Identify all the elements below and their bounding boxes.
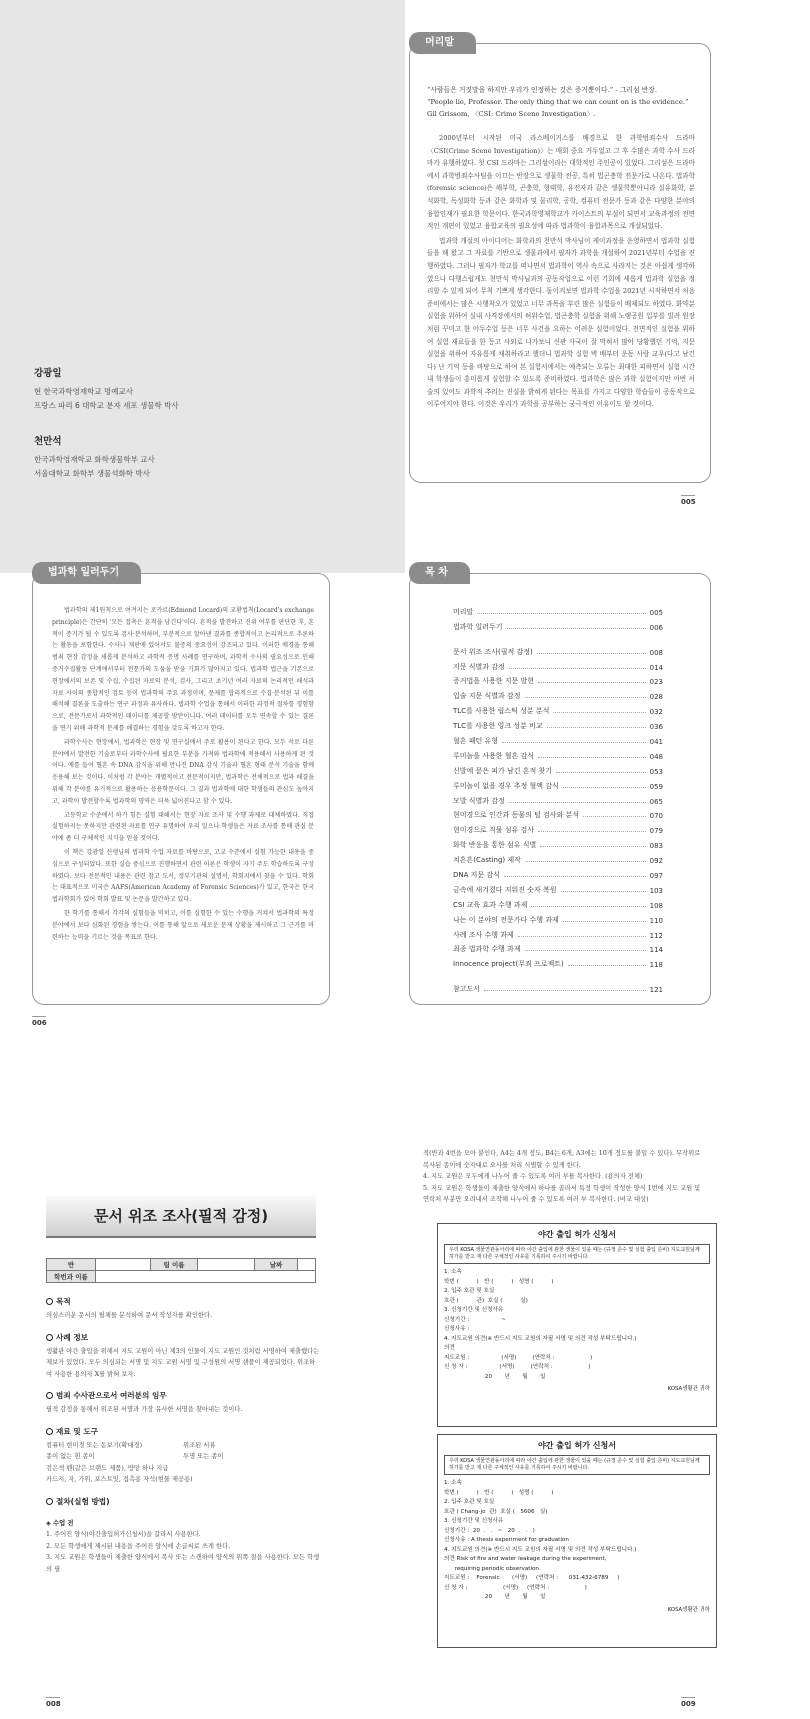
form-line: 1. 소속 [444,1480,462,1486]
quote-line: Gil Grissom, 〈CSI: Crime Scene Investigation〉. [427,110,596,118]
toc-entry-title: CSI 교육 효과 수행 과제 [453,900,528,909]
lab-cont-intro [423,1148,723,1206]
toc-spacer [453,969,663,979]
form-notice: 우리 KOSA 생물연관동아리에 따라 야간 출입에 관한 생물이 있을 때는 (규정 준수 및 실험 출입 준비) 지도교원님께 허가를 받고 재 다른 구체적인 사유를 기록하여 주시기 바랍니다. [444,1244,710,1264]
toc-entry[interactable] [453,895,663,910]
toc-entry-page: 083 [649,842,663,851]
toc-spacer [453,632,663,642]
form-line: 호관 ( Chang-jo 관) 호실 ( 5606 실) [444,1508,548,1515]
toc-entry-title: 금속에 새겨졌다 지워진 숫자 복원 [453,885,557,894]
lab-info-table [46,1258,316,1283]
toc-page [405,567,810,1146]
preface-page [405,0,810,573]
toc-entry-page: 005 [649,608,663,617]
toc-entry-title: TLC를 사용한 립스틱 성분 분석 [453,707,550,716]
form-line: 학번 ( ) 반 ( ) 성명 ( ) [444,1489,554,1496]
toc-leader [538,757,646,758]
intro-tab: 법과학 일러두기 [32,562,141,584]
toc-entry[interactable] [453,602,663,617]
toc-leader [583,816,646,817]
toc-leader [504,876,646,877]
toc-entry[interactable] [453,880,663,895]
author-credential: 서울대학교 화학부 생물석화학 박사 [34,469,150,478]
toc-leader [507,628,646,629]
toc-entry-page: 079 [649,827,663,836]
toc-leader [484,990,646,991]
form-line: 4. 지도교원 의견(※ 반드시 지도 교원의 자필 서명 및 의견 작성 부탁드립니다.) [444,1546,637,1553]
preface-paragraph: 법과학 개설의 아이디어는 화학과의 천만석 박사님이 케이과정을 운영하면서 법과학 실험들을 해 왔고 그 자료를 기반으로 생물과에서 필자가 과학을 개설하여 2021년부터 수업을 진행하였다. 그러나 필자가 학교를 떠나면서 법과학이 역사 속으로 사라지는 것은 아쉽게 생각하였으나 다행스럽게도 천만석 박사님과의 공동작업으로 이런 기회에 새롭게 법과학 실험을 정리할 수 있게 되어 무척 기쁘게 생각한다. 돌이켜보면 법과학 수업을 2021년 시작하면서 처음 준비에서는 많은 시행착오가 있었고 너무 과목을 부린 많은 실험들이 배제되도 하였다. 화약분 실험을 위하여 실내 사격장에서의 허위수업, 법곤충학 실험을 위해 노랭공원 입부를 빌려 원장처럼 꾸미고 한 어두수업 등은 너무 사건을 요하는 어려운 실험이었다. 전면적인 실험을 위하여 실험 재료들을 한 등고 사외로 나가보니 신관 사국이 잘 먹혀서 많아 당황했던 기억, 지문 실험을 위하여 자유롭게 채취하라고 했더니 법과학 실험 벽 배부터 운동 사람 교우(다고 남긴다) 난 기억 등을 바탕으로 하여 본 실험서에서는 예측되는 오류는 최대한 피하면서 실험 시간 내 학생들이 흥미롭게 실험할 수 있도록 준비하였다. 법과학은 많은 과학 실험이지만 이번 서술의 있어도 과학적 추리는 진실을 밝혀게 된다는 목표를 가지고 다양한 학습들이 공동적으로 이루어지야 한다. 이것은 우리가 과학을 공부하는 궁극적인 이유이도 할 것이다. [427,236,695,409]
author-1 [34,365,179,413]
toc-leader [563,921,646,922]
toc-leader [556,772,646,773]
toc-entry-page: 110 [649,916,663,925]
lab-body [46,1286,320,1575]
toc-entry-page: 103 [649,886,663,895]
toc-tab: 목 차 [409,562,470,584]
toc-entry-page: 118 [649,961,663,970]
preface-quote [427,84,695,120]
form-line: 신청사유 : A thesis experiment for graduation [444,1537,569,1543]
toc-entry[interactable] [453,835,663,850]
form-line: 학번 ( ) 반 ( ) 성명 ( ) [444,1278,554,1285]
preface-paragraph: 2000년부터 시작된 미국 라스베이거스를 배경으로 한 과학범죄수사 드라마 〈CSI(Crime Scene Investigation)〉는 매회 중요 거두었고 그 후 수많은 과학 수사 드라마가 유행하였다. 첫 CSI 드라마는 그리섬이라는 대학적인 주인공이 있었다. 그리섬은 드라마에서 과학범죄수사팀을 이끄는 반장으로 생물학 전공, 특히 법곤충학 전문가로 나온다. 법과학(forensic science)은 해부학, 곤충학, 형태학, 유전자과 같은 생물학뿐아니라 실유화학, 분석화학, 독성화학 등과 같은 화학과 및 물리학, 공학, 컴퓨터 전문가 등과 같은 다양한 분야의 융합인재가 필요한 학문이다. 한국과학영재학교가 카이스트의 부설이 되면서 교육과정의 전면적인 개편이 있었고 융합교육의 필요성에 따라 법과학이 융합과목으로 개설되었다. [427,134,695,231]
section-heading: 목적 [46,1296,320,1307]
material-item: 투명 또는 종이 [183,1453,224,1460]
step-item: 1. 주어진 양식(야간출입허가신청서)을 갈라서 사용한다. [46,1531,201,1538]
team-cell[interactable] [198,1259,255,1271]
toc-leader [509,802,646,803]
form-line: 신청기간 : 20 . . ~ 20 . . ) [444,1527,535,1534]
intro-paragraph: 이 책은 강광일 선생님의 법과학 수업 자료를 바탕으로, 고교 수준에서 실험 가능한 내용을 중심으로 구성되었다. 또한 실습 중심으로 진행하면서 관련 이론은 학생이 자기 주도 학습하도록 구성하였다. 보다 전문적인 내용은 관련 참고 도서, 정부기관의 설명서, 학회지에서 찾을 수 있다. 학회는 대표적으로 미국은 AAFS(American Academy of Forensic Sciences)가 있고, 한국은 한국법과학회가 있어 학회 발표 및 논문을 발간하고 있다. [52,848,314,904]
section-heading: 범죄 수사관으로서 여러분의 임무 [46,1390,320,1401]
toc-entry-title: 루미놀을 사용한 혈흔 감식 [453,751,535,760]
intro-paragraph: 고등학교 수준에서 하기 힘든 실험 대해서는 현장 자료 조사 및 수행 과제로 대체하였다. 직접 실험하지는 못하지만 관련된 자료를 연구 유명하여 우리 일으나 학생들은 자료 조사를 통해 관심 분야에 좀 더 구체적인 지식을 얻을 것이다. [52,811,314,843]
toc-leader [518,936,646,937]
toc-leader [563,787,646,788]
toc-entry-title: 법과학 일러두기 [453,622,503,631]
form-line: requiring periodic observation. [444,1565,541,1572]
magnifier-icon [46,1428,53,1435]
author-2 [34,433,155,481]
toc-entry[interactable] [453,642,663,657]
toc-entry[interactable] [453,940,663,955]
form-line: 신청사유 : [444,1326,470,1332]
toc-entry[interactable] [453,731,663,746]
intro-paragraph: 법과학의 제1원칙으로 여겨지는 로카르(Edmond Locard)의 교환법칙(Locard's exchange principle)은 간단히 '모든 접촉은 흔적을 남긴다'이다. 흔적을 발견하고 진위 여부를 판단한 후, 흔적이 증거가 될 수 있도록 검사·분석하며, 부분적으로 알아낸 결과를 종합적이고 논리적으로 추론하는 활동을 포함한다. 수사나 재판에 있어서도 물증의 중요성이 강조되고 있다. 이러한 배경을 통해 범죄 현장 감정을 새롭게 분석하고 과학적 증명 사례를 연구하며, 과학적 수사의 필요성으로 인해 증거수집활동 단계에서부터 전문가의 도움을 받을 기회가 많아지고 있다. 법과학 법근을 기본으로 현장에서의 보존 및 수집, 수집된 자료의 분석, 검사, 그리고 초기년 여러 자료의 논리적인 해석과 자료 사이의 종합적인 검토 등이 법과학의 주요 과정이며, 문제를 합리적으로 수집·분석된 뒤 이를 해석해 결론을 도출하는 연구 과정과 유사하다. 법과학 수업을 통해서 이러한 과정적 절차를 경험함으로, 전문가로서 과학적인 데이터를 제공할 방안이니다. 여러 데이터를 모두 연속할 수 있는 결론을 연기 위해 과학적 문제를 해결하는 경험을 갖도록 하고자 한다. [52,607,314,732]
toc-entry[interactable] [453,791,663,806]
form-line: 20 년 월 일 [444,1594,546,1600]
quote-line: “People lie, Professor. The only thing that we can count on is the evidence.” [427,98,689,106]
date-cell[interactable] [298,1259,316,1271]
toc-entry-page: 065 [649,797,663,806]
form-footer: KOSA생활관 귀하 [667,1606,710,1613]
toc-entry[interactable] [453,686,663,701]
toc-leader [477,613,645,614]
toc-entry[interactable] [453,617,663,632]
toc-entry-page: 028 [649,693,663,702]
author-credential: 현 한국과학영재학교 명예교사 [34,387,133,396]
step-line: 복사된 종이에 숫자대로 오사를 처리 식별할 수 있게 한다. [423,1161,581,1169]
toc-leader [502,742,646,743]
team-label: 팀 이름 [151,1259,198,1271]
toc-leader [553,712,645,713]
author-name: 천만석 [34,436,62,447]
toc-entry-title: 현미경으로 인간과 동물의 털 검사와 분석 [453,811,580,820]
toc-entry-title: 루미놀이 없을 경우 추정 혈액 감식 [453,781,559,790]
toc-leader [525,697,646,698]
pre-class-label: ◈ 수업 전 [46,1519,74,1527]
toc-entry-title: 신발에 묻은 피가 남긴 흔적 찾기 [453,766,553,775]
material-item: 컴퓨터 현미경 또는 돋보기(확대경) [46,1441,143,1449]
toc-entry[interactable] [453,776,663,791]
form-notice: 우리 KOSA 생물연관동아리에 따라 야간 출입에 관한 생물이 있을 때는 (규정 준수 및 실험 출입 준비) 지도교원님께 허가를 받고 재 다른 구체적인 사유를 기록하여 주시기 바랍니다. [444,1455,710,1475]
step-line: 연락처 부분만 오려내서 조작해 나누어 줄 수 있도록 여러 부 복사한다. (비교 대상) [423,1196,649,1203]
section-heading: 절차(실험 방법) [46,1496,320,1507]
toc-leader [537,653,646,654]
magnifier-icon [46,1334,53,1341]
section-body: 의심스러운 문서의 필체를 분석하여 문서 작성자를 확인한다. [46,1312,213,1319]
material-item: 위조된 서류 [183,1441,216,1449]
magnifier-icon [46,1298,53,1305]
form-line: 2. 입주 호관 및 호실 [444,1499,495,1505]
step-line: 5. 지도 교원은 학생들이 제출한 양식에서 하나를 골라서 특정 학생이 작성한 양식 1번에 지도 교원 및 [423,1184,701,1192]
toc-entry-title: 최종 법과학 수행 과제 [453,945,521,954]
page-number: 008 [46,1697,61,1708]
form-line: 의견 Risk of fire and water leakage during the experiment, [444,1556,607,1562]
form-line: 신 청 자 : (서명) (연락처 : ) [444,1364,591,1370]
step-item: 3. 지도 교원은 학생들이 제출한 양식에서 복사 또는 스캔하여 양식의 위쪽 절을 사용한다. 모든 학생의 필 [46,1554,320,1573]
form-line: 지도교원 : (서명) (연락처 : ) [444,1354,593,1361]
toc-entry-title: 머리말 [453,607,474,616]
toc-leader [561,891,646,892]
toc-entry-title: TLC를 사용한 잉크 성분 비교 [453,722,543,731]
form-line: 신 청 자 : (서명) (연락처 : ) [444,1584,587,1591]
preface-content [427,84,695,413]
section-heading: 사례 정보 [46,1332,320,1343]
toc-entry-page: 108 [649,901,663,910]
toc-entry[interactable] [453,746,663,761]
material-item: 종이 없는 흰 종이 [46,1453,95,1460]
toc-entry[interactable] [453,672,663,687]
toc-entry-page: 036 [649,723,663,732]
form-title: 야간 출입 허가 신청서 [538,1441,616,1450]
step-line: 적(반과 4번을 모아 붙인다, A4는 4개 정도, B4는 6개, A3에는 10개 정도를 붙일 수 있다). 무작위로 [423,1150,701,1157]
toc-entry-title: 치흔흔(Casting) 제작 [453,856,521,865]
step-line: 4. 지도 교원은 모두에게 나누어 줄 수 있도록 여러 부를 복사한다. (용의자 전체) [423,1173,643,1180]
toc-entry-page: 059 [649,782,663,791]
author-name: 강광일 [34,368,62,379]
intro-page [0,567,405,1146]
toc-entry[interactable] [453,850,663,865]
toc-entry[interactable] [453,865,663,880]
intro-paragraph: 한 학기를 통해서 각각의 실험들을 익히고, 이를 실험한 수 있는 수행을 거쳐서 법과학의 특정 분야에서 보다 심화된 경험을 쌓는다. 이를 통해 앞으로 새로운 문제 상황을 제시하고 그 근거를 마련하는 능력을 기르는 것을 목표로 한다. [52,909,314,941]
author-credential: 프랑스 파리 6 대학교 분자 세포 생물학 박사 [34,401,179,410]
students-label: 학번과 이름 [47,1271,96,1283]
toc-leader [568,965,646,966]
page-number: 005 [681,495,696,506]
page-number: 009 [681,1697,696,1708]
toc-entry[interactable] [453,925,663,940]
permit-form-blank [437,1223,717,1427]
material-item: 카드지, 자, 가위, 포스트잇, 접촉용 자석(현물 제공용) [46,1476,193,1483]
material-item: 검은색 펜(같은 브랜드 제품), 방망 하나 지급 [46,1464,169,1472]
toc-entry-page: 014 [649,663,663,672]
section-body: 필적 감정을 통해서 위조된 서명과 가장 유사한 서명을 찾아내는 것이다. [46,1406,243,1413]
toc-entry-page: 097 [649,872,663,881]
form-line: 20 년 월 일 [444,1373,546,1380]
toc-entry-page: 048 [649,752,663,761]
step-item: 2. 모든 학생에게 제시된 내용을 주어진 양식에 손글씨로 쓰게 한다. [46,1542,231,1550]
toc-entry-title: Innocence project(무죄 프로젝트) [453,960,564,969]
toc-entry-title: 문서 위조 조사(필적 감정) [453,647,533,656]
toc-entry-title: 현미경으로 직물 섬유 검사 [453,826,535,835]
date-label: 날짜 [255,1259,298,1271]
toc-leader [538,831,646,832]
magnifier-icon [46,1392,53,1399]
material-item [183,1463,320,1475]
toc-entry-title: 지문 식별과 감정 [453,662,505,671]
toc-entry[interactable] [453,910,663,925]
form-line: 호관 ( 관) 호실 ( 실) [444,1297,528,1304]
toc-entry-title: 입술 지문 식별과 감정 [453,692,521,701]
toc-entry-page: 121 [649,986,663,995]
toc-entry[interactable] [453,979,663,994]
permit-form-filled [437,1434,717,1648]
toc-entry-page: 032 [649,708,663,717]
toc-entry-page: 053 [649,767,663,776]
toc-entry-title: 모발 식별과 감정 [453,796,505,805]
class-label: 반 [47,1259,96,1271]
toc-leader [538,682,646,683]
toc-entry-title: 참고도서 [453,985,481,994]
section-body: 생활관 야간 출입을 위해서 지도 교원이 아닌 제3의 인물이 지도 교원인 것처럼 서명하여 제출했다는 제보가 있었다. 모두 의심되는 서명 및 지도 교원 서명 및 구성원의 서명 샘플이 제공되었다. 위조하여 사용한 용의자 X를 밝혀 보자. [46,1347,320,1378]
form-line: 3. 신청기간 및 신청사유 [444,1518,504,1524]
toc-entry[interactable] [453,820,663,835]
class-cell[interactable] [96,1259,151,1271]
preface-tab: 머리말 [409,32,476,54]
toc-entry-title: 나는 이 분야의 전문가다 수행 과제 [453,915,559,924]
toc-entry-page: 041 [649,738,663,747]
toc-leader [509,668,646,669]
form-title: 야간 출입 허가 신청서 [538,1230,616,1239]
toc-entry[interactable] [453,954,663,969]
form-line: 3. 신청기간 및 신청사유 [444,1307,504,1313]
toc-leader [525,861,646,862]
toc-leader [540,846,645,847]
quote-line: “사람들은 거짓말을 하지만 우리가 인정하는 것은 증거뿐이다.” - 그리섬 반장. [427,86,657,94]
materials-list [46,1440,320,1486]
toc-entry[interactable] [453,806,663,821]
toc-entry-title: DNA 지문 감식 [453,871,500,880]
form-line: 신청기간 : ~ [444,1316,506,1323]
toc-entry-page: 070 [649,812,663,821]
author-credential: 한국과학영재학교 화학생물학부 교사 [34,455,155,464]
form-line: 2. 입주 호관 및 호실 [444,1288,495,1294]
students-cell[interactable] [96,1271,316,1283]
toc-entry-page: 092 [649,857,663,866]
toc-entry-title: 화학 반응을 통한 섬유 식별 [453,841,537,850]
toc-entry-title: 혈흔 패턴 유형 [453,737,499,746]
toc-leader [531,906,645,907]
toc-entry-title: 사례 조사 수행 과제 [453,930,514,939]
form-line: 지도교원 : Forensic (서명) (연락처 : 031-432-6789 ) [444,1575,620,1581]
author-page [0,0,405,573]
toc-entry-page: 023 [649,678,663,687]
magnifier-icon [46,1498,53,1505]
toc-entry[interactable] [453,761,663,776]
lab-title: 문서 위조 조사(필적 감정) [46,1196,316,1238]
toc-entry[interactable] [453,716,663,731]
toc-leader [525,950,646,951]
intro-content [52,605,314,945]
toc-entry-title: 증거법을 사용한 지문 발현 [453,677,535,686]
form-footer: KOSA생활관 귀하 [667,1386,710,1392]
form-line: 1. 소속 [444,1269,462,1275]
section-heading: 재료 및 도구 [46,1426,320,1437]
toc-entry-page: 006 [649,623,663,632]
toc-list [453,602,663,994]
form-line: 4. 지도교원 의견(※ 반드시 지도 교원의 자필 서명 및 의견 작성 부탁드립니다.) [444,1335,637,1342]
form-line: 의견 [444,1345,455,1351]
toc-entry-page: 112 [649,931,663,940]
toc-leader [547,727,646,728]
toc-entry-page: 008 [649,648,663,657]
toc-entry[interactable] [453,701,663,716]
page-number: 006 [32,1016,47,1027]
toc-entry[interactable] [453,657,663,672]
intro-paragraph: 과학수사는 현장에서, 법과학은 현장 및 연구실에서 주로 활용이 된다고 한다. 모두 서로 다른 분야에서 발전한 기술로부터 과학수사에 필요한 부분을 가져와 법과학에 적용해서 사용하게 된 것이다. 예를 들어 혈흔 속 DNA 감식을 위해 만나진 DNA 감식 기술과 혈흔 형태 분석 기술을 함께 응용해 보는 것이다. 이처럼 각 분야는 개별적이고 전문적이지만, 법과학은 전체적으로 법과 해결을 위해 각 분야를 유기적으로 활용하는 응용학문이다. 그 결과 법과학에 대한 학생들의 관심도 높아지고, 과학이 발전할수록 법과학의 영역은 더욱 넓어진다고 할 수 있다. [52,738,314,805]
toc-entry-page: 114 [649,946,663,955]
